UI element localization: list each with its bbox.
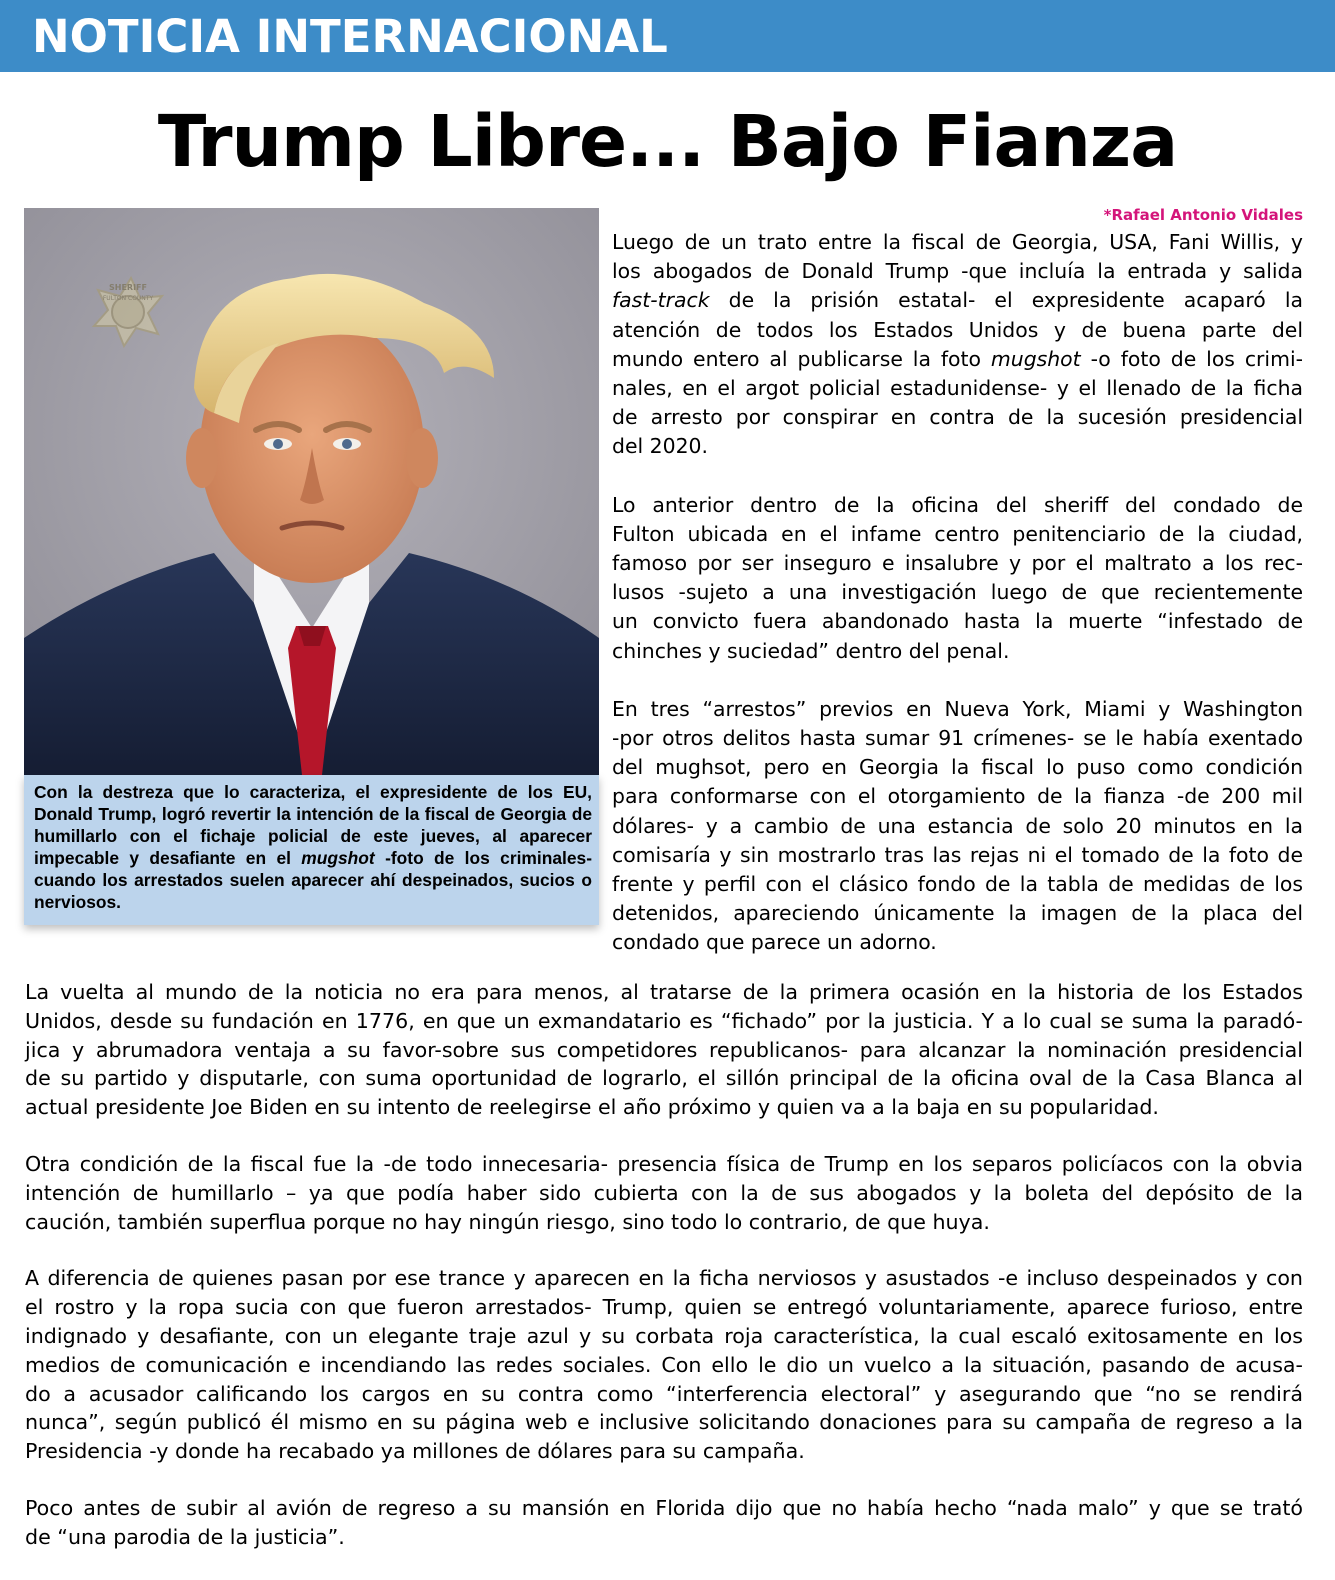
article-body-full: [25, 978, 1303, 1580]
author-byline: *Rafael Antonio Vidales: [1103, 206, 1303, 224]
photo-caption: Con la destreza que lo caracteriza, el expresidente de los EU, Donald Trump, logró revertir la intención de la fiscal de Georgia de humillarlo con el fichaje policial de este jueves, al aparecer impecable y desafiante en el mugshot -foto de los criminales- cuando los arrestados suelen aparecer ahí despeinados, sucios o nerviosos.: [34, 782, 592, 912]
paragraph-5: Otra condición de la fiscal fue la -de todo innecesaria- presencia física de Trump en los separos policíacos con la obvia intención de humillarlo – ya que podía haber sido cubierta con la de sus abogados y la boleta del depósito de la caución, también superflua porque no hay ningún riesgo, sino todo lo contrario, de que huya.: [25, 1151, 1303, 1234]
paragraph-1: Luego de un trato entre la fiscal de Georgia, USA, Fani Willis, y los abogados de Donald Trump -que incluía la entrada y salida fast-track de la prisión estatal- el expresidente acaparó la atención de todos los Estados Unidos y de buena parte del mundo entero al publicarse la foto mugshot -o foto de los crimi- nales, en el argot policial estadunidense- y el llenado de la ficha de arresto por conspirar en contra de la sucesión presidencial del 2020.: [612, 230, 1303, 459]
paragraph-3: En tres “arrestos” previos en Nueva York, Miami y Washington -por otros delitos hasta sumar 91 crímenes- se le había exentado del mughsot, pero en Georgia la fiscal lo puso como condición para conformarse con el otorgamiento de la fianza -de 200 mil dólares- y a cambio de una estancia de solo 20 minutos en la comisaría y sin mostrarlo tras las rejas ni el tomado de la foto de frente y perfil con el clásico fondo de la tabla de medidas de los detenidos, apareciendo únicamente la imagen de la placa del condado que parece un adorno.: [612, 696, 1303, 955]
paragraph-7: Poco antes de subir al avión de regreso a su mansión en Florida dijo que no había hecho “nada malo” y que se trató de “una parodia de la justicia”.: [25, 1495, 1303, 1549]
paragraph-2: Lo anterior dentro de la oficina del sheriff del condado de Fulton ubicada en el infame centro penitenciario de la ciudad, famoso por ser inseguro e insalubre y por el maltrato a los rec- lusos -sujeto a una investigación luego de que recientemente un convicto fuera abandonado hasta la muerte “infestado de chinches y suciedad” dentro del penal.: [612, 492, 1303, 663]
mugshot-illustration: [24, 208, 599, 775]
section-label: NOTICIA INTERNACIONAL: [32, 10, 668, 63]
svg-text:SHERIFF: SHERIFF: [109, 283, 147, 292]
section-banner: [0, 0, 1335, 72]
article-column: [612, 228, 1303, 987]
svg-text:FULTON COUNTY: FULTON COUNTY: [102, 295, 154, 302]
mugshot-photo: [24, 208, 599, 775]
headline: Trump Libre... Bajo Fianza: [157, 100, 1178, 183]
photo-caption-box: [24, 775, 599, 925]
paragraph-4: La vuelta al mundo de la noticia no era para menos, al tratarse de la primera ocasión en la historia de los Estados Unidos, desde su fundación en 1776, en que un exmandatario es “fichado” por la justicia. Y a lo cual se suma la paradó- jica y abrumadora ventaja a su favor-sobre sus competidores republicanos- para alcanzar la nominación presidencial de su partido y disputarle, con suma oportunidad de lograrlo, el sillón principal de la oficina oval de la Casa Blanca al actual presidente Joe Biden en su intento de reelegirse el año próximo y quien va a la baja en su popularidad.: [25, 980, 1303, 1120]
paragraph-6: A diferencia de quienes pasan por ese trance y aparecen en la ficha nerviosos y asustados -e incluso despeinados y con el rostro y la ropa sucia con que fueron arrestados- Trump, quien se entregó voluntariamente, aparece furioso, entre indignado y desafiante, con un elegante traje azul y su corbata roja característica, la cual escaló exitosamente en los medios de comunicación e incendiando las redes sociales. Con ello le dio un vuelco a la situación, pasando de acusa- do a acusador calificando los cargos en su contra como “interferencia electoral” y asegurando que “no se rendirá nunca”, según publicó él mismo en su página web e inclusive solicitando donaciones para su campaña de regreso a la Presidencia -y donde ha recabado ya millones de dólares para su campaña.: [25, 1266, 1303, 1464]
